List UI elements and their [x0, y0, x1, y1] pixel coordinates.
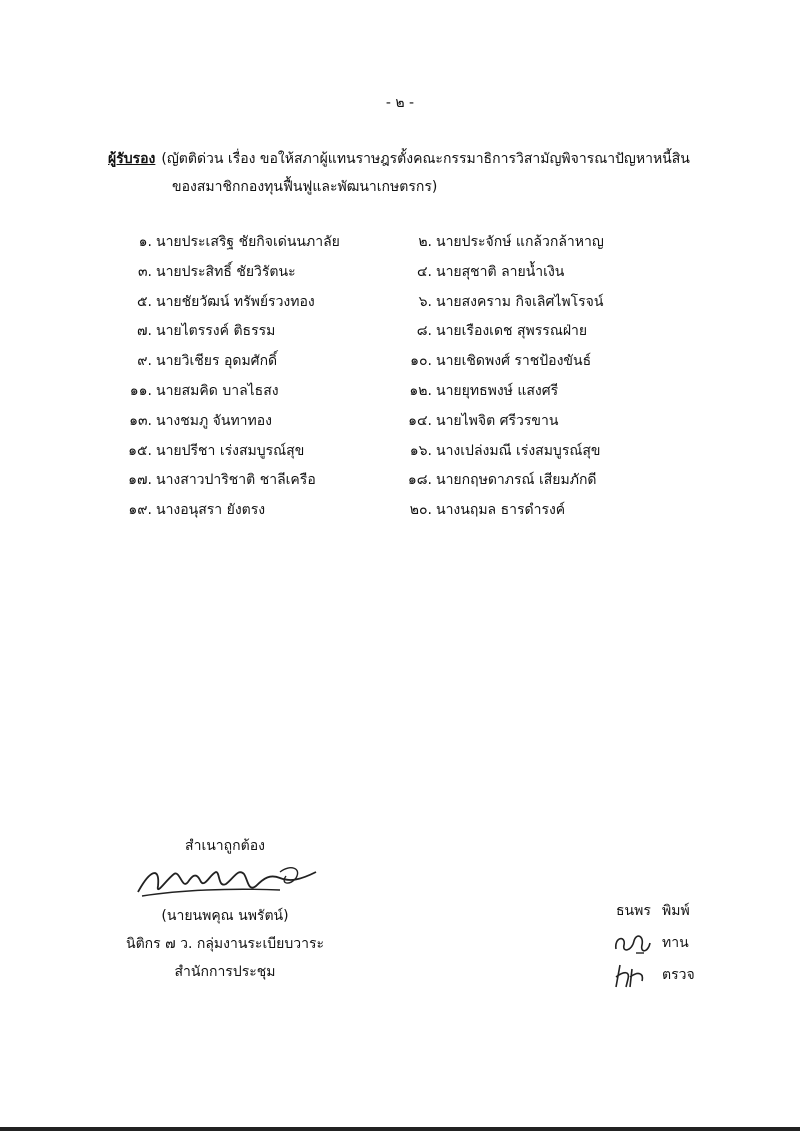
member-item [398, 466, 604, 496]
member-name: นายชัยวัฒน์ ทรัพย์รวงทอง [156, 293, 315, 310]
member-number: ๒. [418, 234, 432, 250]
member-item [118, 288, 340, 318]
member-number: ๑๐. [410, 353, 432, 370]
member-item [398, 317, 604, 347]
member-number: ๙. [137, 353, 152, 370]
member-name: นายสมคิด บาลไธสง [156, 382, 279, 399]
member-name: นายไพจิต ศรีวรขาน [436, 412, 559, 429]
member-number: ๘. [416, 323, 432, 340]
member-number: ๗. [137, 323, 152, 340]
checker-role: ตรวจ [662, 967, 695, 983]
endorsers-label: ผู้รับรอง [108, 151, 156, 167]
member-item [118, 377, 340, 407]
member-name: นายสงคราม กิจเลิศไพโรจน์ [436, 293, 604, 310]
page-number: - ๒ - [385, 95, 415, 111]
proofreader-row [590, 927, 720, 959]
certifier-position: นิติกร ๗ ว. กลุ่มงานระเบียบวาระ [126, 936, 324, 952]
member-number: ๑๙. [128, 502, 152, 519]
member-name: นายปรีชา เร่งสมบูรณ์สุข [156, 442, 305, 459]
checker-row [590, 959, 720, 991]
endorsers-header [108, 145, 748, 195]
member-item [118, 258, 340, 288]
member-item [398, 437, 604, 467]
member-number: ๑๕. [128, 442, 152, 459]
proofreader-role: ทาน [662, 935, 689, 951]
member-name: นายเชิดพงศ์ ราชป้องขันธ์ [436, 353, 592, 370]
member-number: ๑๖. [409, 442, 432, 459]
proofreader-initials [610, 929, 654, 957]
member-number: ๔. [416, 263, 432, 280]
member-number: ๑๘. [407, 472, 432, 489]
member-name: นายไตรรงค์ ติธรรม [156, 323, 276, 340]
member-number: ๑๔. [408, 412, 432, 429]
certifier-name: (นายนพคุณ นพรัตน์) [161, 908, 289, 924]
member-number: ๓. [137, 263, 152, 280]
page-bottom-edge [0, 1127, 800, 1131]
member-name: นายประเสริฐ ชัยกิจเด่นนภาลัย [156, 234, 340, 250]
member-name: นายเรืองเดช สุพรรณฝ่าย [436, 323, 588, 340]
member-name: นายวิเชียร อุดมศักดิ์ [156, 353, 278, 370]
motion-title-line1: (ญัตติด่วน เรื่อง ขอให้สภาผู้แทนราษฎรตั้งคณะกรรมาธิการวิสามัญพิจารณาปัญหาหนี้สิน [161, 151, 690, 167]
certifier-office: สำนักการประชุม [174, 964, 276, 980]
member-name: นางอนุสรา ยังตรง [156, 502, 266, 519]
member-number: ๖. [418, 293, 432, 310]
signature-image [130, 860, 320, 902]
checker-initials [610, 961, 654, 989]
member-item [398, 377, 604, 407]
member-name: นางชมภู จันทาทอง [156, 412, 273, 429]
member-name: นางเปล่งมณี เร่งสมบูรณ์สุข [436, 442, 601, 459]
member-item [118, 347, 340, 377]
member-item [398, 496, 604, 526]
member-number: ๑๒. [409, 382, 432, 399]
member-item [398, 228, 604, 258]
member-number: ๑. [138, 234, 152, 250]
member-item [398, 347, 604, 377]
member-item [398, 407, 604, 437]
member-name: นายกฤษดาภรณ์ เสียมภักดี [436, 472, 597, 489]
member-number: ๒๐. [409, 502, 432, 519]
typist-role: พิมพ์ [662, 903, 690, 919]
member-name: นายสุชาติ ลายน้ำเงิน [436, 263, 565, 280]
member-name: นางนฤมล ธารดำรงค์ [436, 502, 566, 519]
member-item [118, 466, 340, 496]
member-item [118, 317, 340, 347]
certified-copy-label: สำเนาถูกต้อง [185, 838, 265, 854]
motion-title-line2: ของสมาชิกกองทุนฟื้นฟูและพัฒนาเกษตรกร) [172, 179, 438, 195]
member-item [118, 437, 340, 467]
members-left-column [118, 228, 340, 526]
typist-name: ธนพร [616, 903, 651, 919]
member-number: ๑๓. [129, 412, 152, 429]
member-name: นายยุทธพงษ์ แสงศรี [436, 382, 559, 399]
member-item [118, 228, 340, 258]
typist-row [590, 895, 720, 927]
member-name: นายประจักษ์ แกล้วกล้าหาญ [436, 234, 604, 250]
member-name: นายประสิทธิ์ ชัยวิรัตนะ [156, 263, 296, 280]
member-name: นางสาวปาริชาติ ชาลีเครือ [156, 472, 316, 489]
member-number: ๕. [136, 293, 152, 310]
member-item [398, 258, 604, 288]
member-item [398, 288, 604, 318]
member-number: ๑๗. [128, 472, 152, 489]
certification-block [110, 832, 340, 986]
member-number: ๑๑. [129, 382, 152, 399]
members-right-column [398, 228, 604, 526]
member-item [118, 496, 340, 526]
member-item [118, 407, 340, 437]
staff-credits [590, 895, 720, 991]
